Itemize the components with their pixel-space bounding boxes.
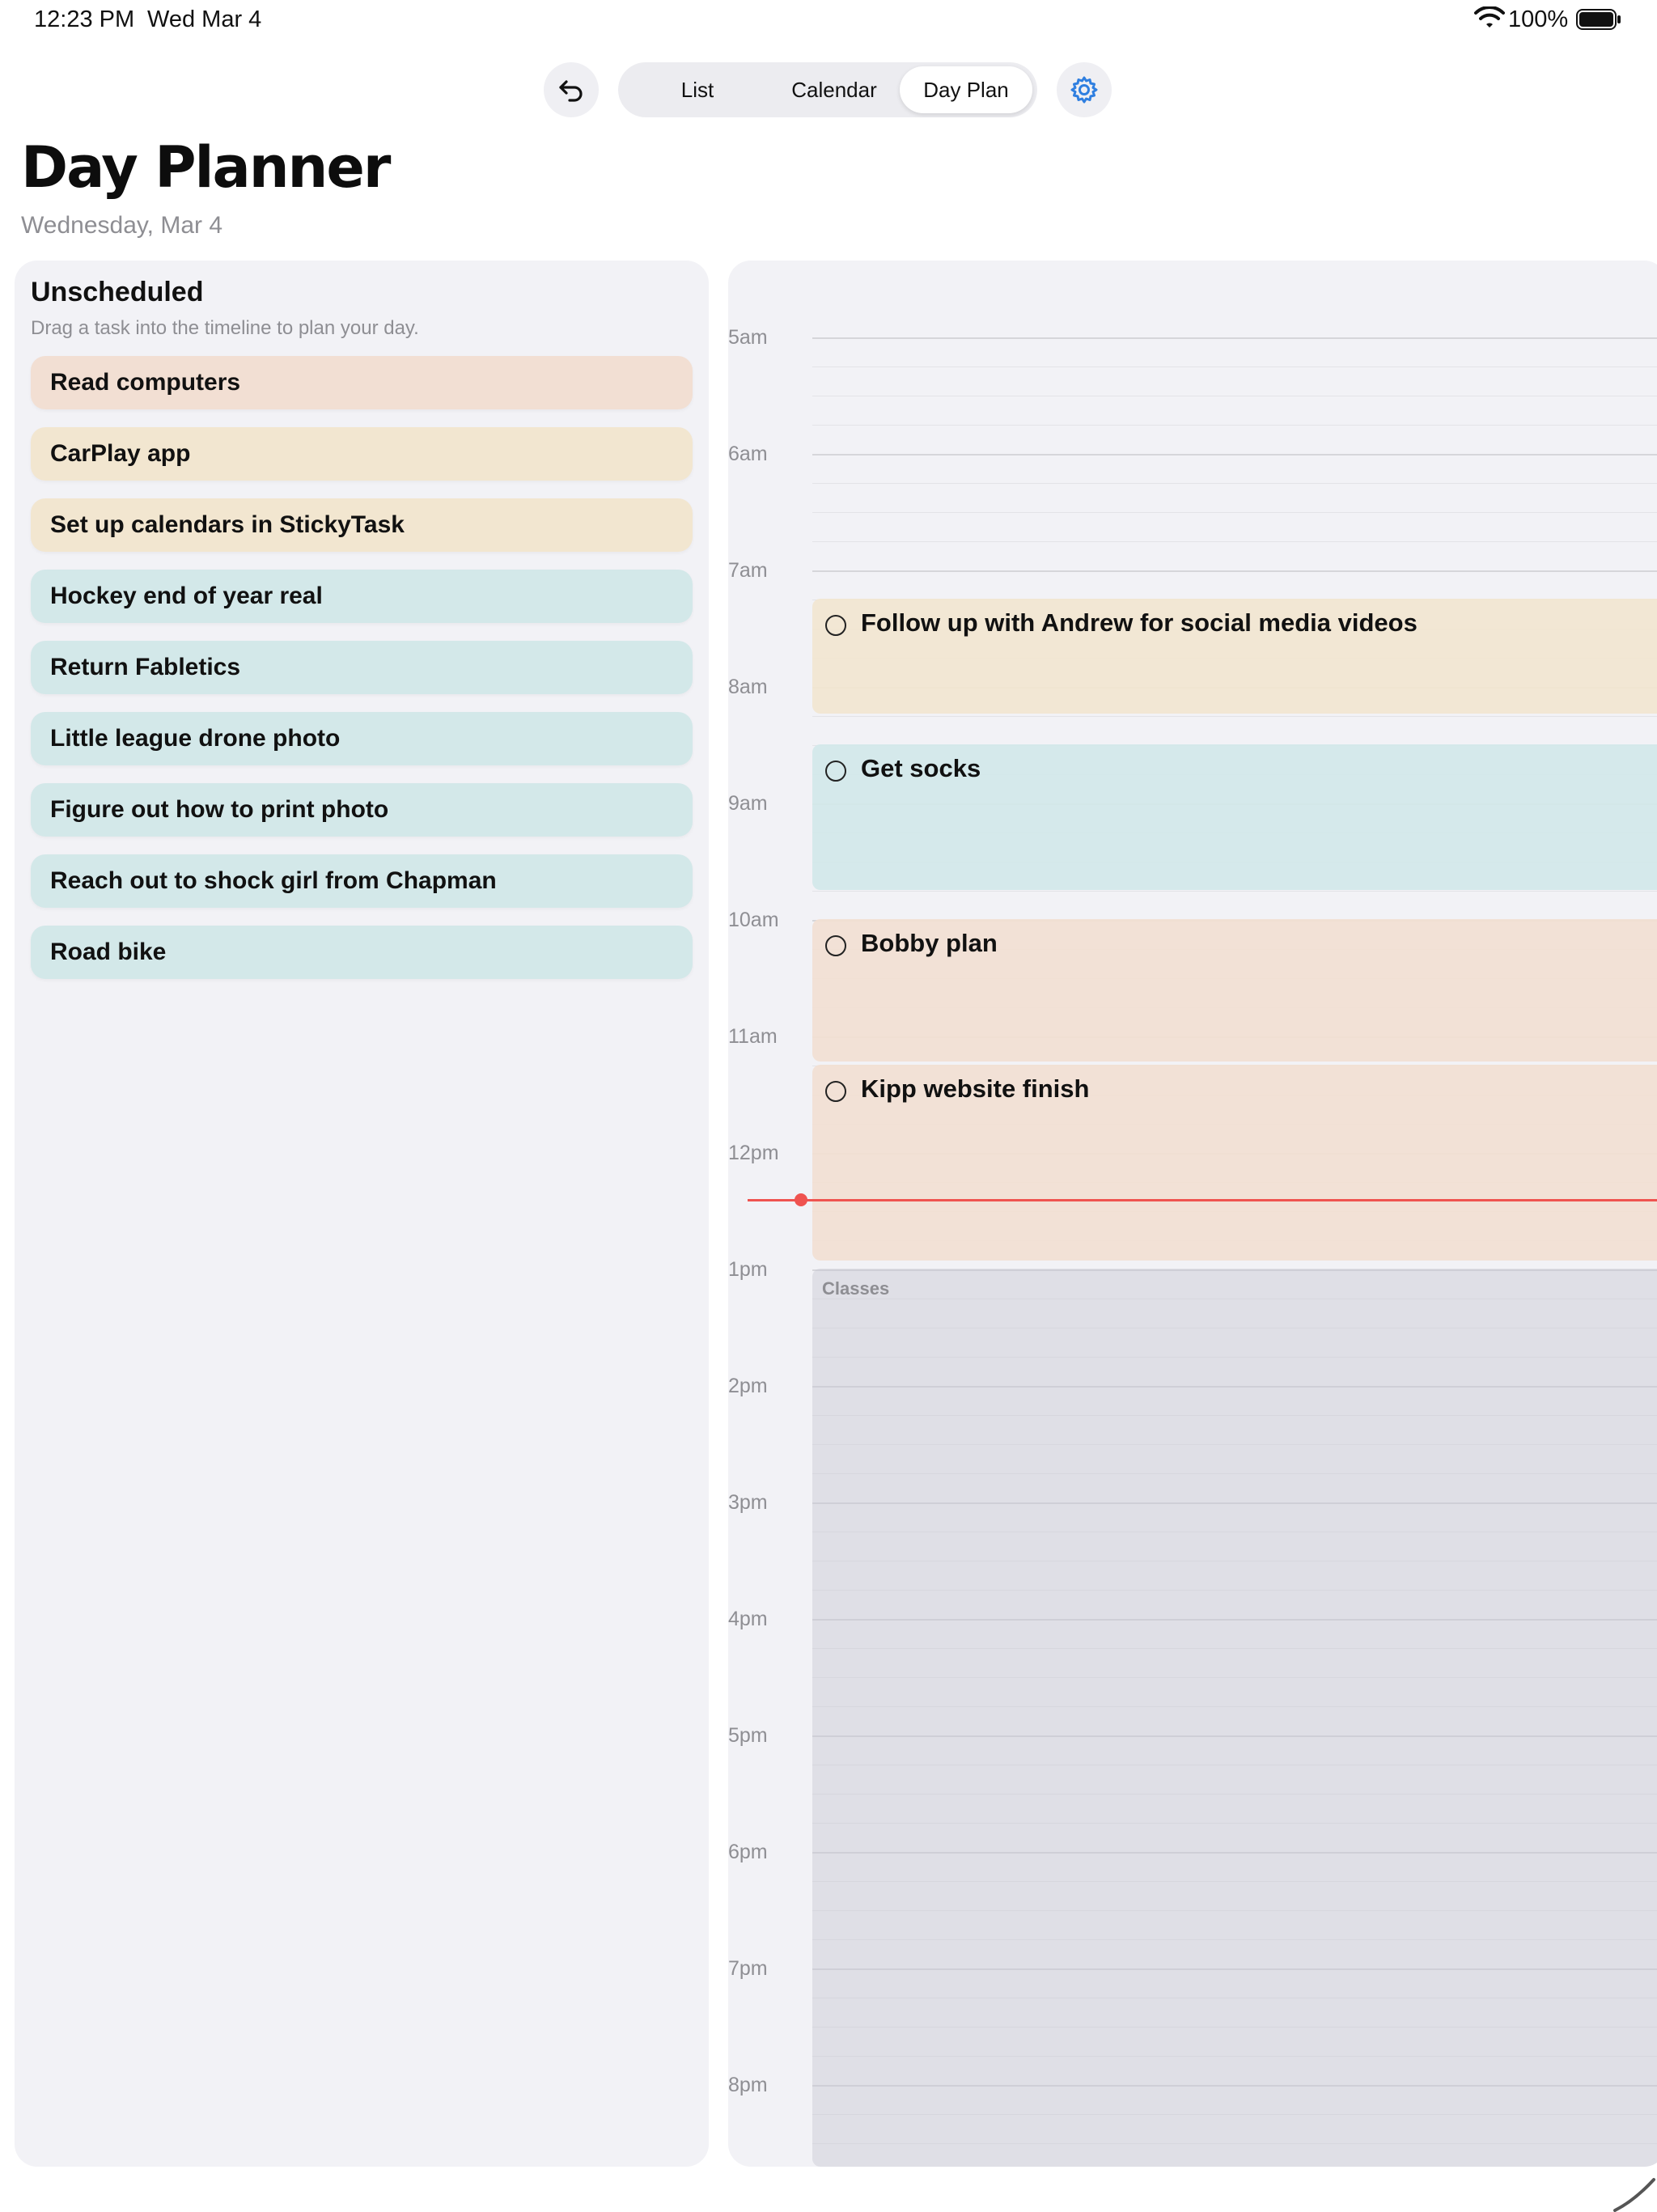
timeline-panel[interactable]	[728, 261, 1657, 2167]
task-card[interactable]: Read computers	[31, 356, 693, 409]
quarter-gridline	[812, 891, 1657, 892]
quarter-gridline	[812, 483, 1657, 484]
complete-checkbox[interactable]	[825, 761, 846, 782]
task-card[interactable]: Return Fabletics	[31, 641, 693, 694]
task-card[interactable]: Set up calendars in StickyTask	[31, 498, 693, 552]
hour-label: 5pm	[728, 1724, 768, 1747]
task-card[interactable]: Hockey end of year real	[31, 570, 693, 623]
timeline-event[interactable]	[812, 599, 1657, 714]
segment-calendar[interactable]: Calendar	[791, 78, 877, 102]
complete-checkbox[interactable]	[825, 1081, 846, 1102]
event-title: Classes	[822, 1278, 890, 1299]
quarter-gridline	[812, 541, 1657, 542]
calendar-block-classes[interactable]	[812, 1269, 1657, 2167]
task-list	[31, 356, 693, 997]
hour-label: 11am	[728, 1025, 778, 1048]
hour-label: 6pm	[728, 1841, 768, 1863]
page-title: Day Planner	[21, 134, 390, 201]
timeline-event[interactable]	[812, 1065, 1657, 1261]
complete-checkbox[interactable]	[825, 935, 846, 956]
event-title: Kipp website finish	[861, 1074, 1090, 1103]
hour-label: 3pm	[728, 1491, 768, 1514]
hour-label: 7am	[728, 559, 768, 582]
task-card[interactable]: CarPlay app	[31, 427, 693, 481]
current-time-line	[748, 1199, 1657, 1201]
unscheduled-hint: Drag a task into the timeline to plan your day.	[31, 317, 419, 339]
hour-label: 10am	[728, 909, 779, 931]
task-card[interactable]: Little league drone photo	[31, 712, 693, 765]
quarter-gridline	[812, 512, 1657, 513]
quarter-gridline	[812, 425, 1657, 426]
status-date: Wed Mar 4	[147, 6, 262, 32]
hour-label: 8pm	[728, 2074, 768, 2096]
timeline-event[interactable]	[812, 744, 1657, 890]
hour-label: 7pm	[728, 1957, 768, 1980]
segment-day-plan[interactable]: Day Plan	[900, 66, 1032, 113]
battery-icon	[1576, 9, 1621, 30]
resize-corner-icon	[1610, 2176, 1657, 2212]
complete-checkbox[interactable]	[825, 615, 846, 636]
hour-label: 9am	[728, 792, 768, 815]
hour-label: 6am	[728, 443, 768, 465]
hour-gridline	[812, 337, 1657, 339]
page-subtitle: Wednesday, Mar 4	[21, 212, 223, 239]
hour-label: 5am	[728, 326, 768, 349]
battery-percent: 100%	[1508, 6, 1569, 32]
settings-button[interactable]	[1057, 62, 1112, 117]
hour-label: 8am	[728, 676, 768, 698]
view-switcher	[618, 62, 1037, 117]
wifi-icon	[1474, 6, 1505, 31]
undo-arrow-icon	[557, 75, 586, 104]
task-card[interactable]: Reach out to shock girl from Chapman	[31, 854, 693, 908]
undo-button[interactable]	[544, 62, 599, 117]
quarter-gridline	[812, 716, 1657, 717]
hour-label: 1pm	[728, 1258, 768, 1281]
hour-label: 4pm	[728, 1608, 768, 1630]
hour-label: 2pm	[728, 1375, 768, 1397]
event-title: Follow up with Andrew for social media videos	[861, 608, 1418, 637]
task-card[interactable]: Road bike	[31, 926, 693, 979]
hour-gridline	[812, 454, 1657, 456]
hour-label: 12pm	[728, 1142, 779, 1164]
timeline-event[interactable]	[812, 919, 1657, 1062]
segment-list[interactable]: List	[680, 78, 714, 102]
gear-icon	[1069, 74, 1100, 105]
task-card[interactable]: Figure out how to print photo	[31, 783, 693, 837]
event-title: Bobby plan	[861, 929, 998, 957]
unscheduled-title: Unscheduled	[31, 277, 204, 307]
unscheduled-panel	[15, 261, 709, 2167]
current-time-dot	[795, 1193, 807, 1206]
hour-gridline	[812, 570, 1657, 572]
status-time: 12:23 PM	[34, 6, 135, 32]
event-title: Get socks	[861, 754, 981, 782]
